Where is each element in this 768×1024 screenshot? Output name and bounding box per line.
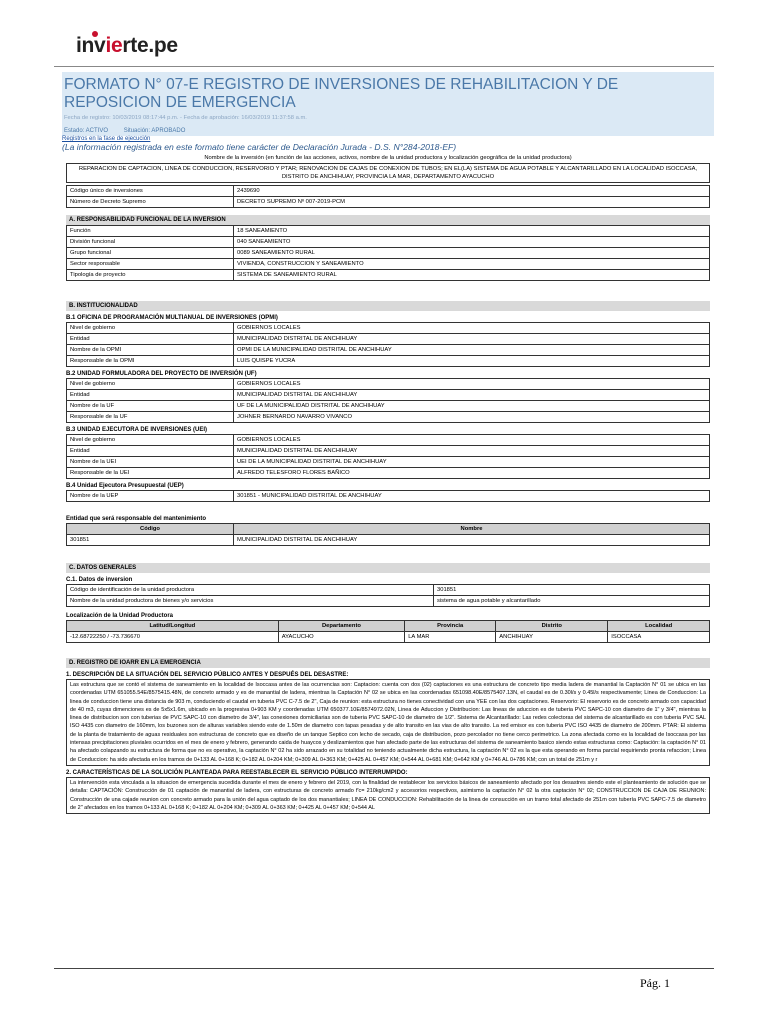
cell-value: GOBIERNOS LOCALES: [234, 435, 710, 446]
cell-label: Sector responsable: [67, 259, 234, 270]
form-page: [62, 72, 714, 814]
d2-paragraph: La intervención esta vinculada a la situacion de emergencia sucedida durante el mes de enero y febrero del 2019, con la finalidad de restablecer los servicios básicos de saneamiento afectado por los desastres siendo este el planteamiento de solución que se detalla: CAPTACIÓN: Construcción de 01 captación de manantial de ladera, con estructuras de concreto armado f'c= 210kg/cm2 y accesorios respectivos, asimismo la captación N° 02 la otra captación N° 02; CONSTRUCCION DE CAJA DE REUNION: Construcción de una cajade reunion con concreto armado para la unión del agua captado de los dos manantiales; LINEA DE CONDUCCION: Rehabilitación de la linea de consucción en un tramo total afectado de 251m con tubería PVC SAPC-7.5 de diametro de 2" afectados en los tramos 0+133 AL 0+168 K; 0+182 AL 0+204 KM; 0+309 AL 0+363 KM; 0+425 AL 0+457 KM; 0+544 AL: [66, 777, 710, 814]
cell-value: DECRETO SUPREMO Nº 007-2019-PCM: [234, 197, 710, 208]
cell-value: 301851: [67, 535, 234, 546]
cell-value: VIVIENDA, CONSTRUCCION Y SANEAMIENTO: [234, 259, 710, 270]
table-row: [67, 248, 710, 259]
cell-label: Nivel de gobierno: [67, 323, 234, 334]
cell-value: 301851 - MUNICIPALIDAD DISTRITAL DE ANCHIHUAY: [234, 491, 710, 502]
footer-rule: [54, 968, 714, 969]
table-row: [67, 226, 710, 237]
cell-label: Nivel de gobierno: [67, 435, 234, 446]
header-cell: Provincia: [405, 621, 496, 632]
table-row: [67, 457, 710, 468]
mantenimiento-table: [66, 523, 710, 546]
b2-table: [66, 378, 710, 423]
cell-value: MUNICIPALIDAD DISTRITAL DE ANCHIHUAY: [234, 390, 710, 401]
b3-table: [66, 434, 710, 479]
table-row: [67, 345, 710, 356]
cell-value: MUNICIPALIDAD DISTRITAL DE ANCHIHUAY: [234, 446, 710, 457]
cell-label: Nombre de la UF: [67, 401, 234, 412]
ids-table: [66, 185, 710, 208]
cell-value: 18 SANEAMIENTO: [234, 226, 710, 237]
header-cell: Código: [67, 524, 234, 535]
b1-table: [66, 322, 710, 367]
table-header-row: [67, 621, 710, 632]
table-row: [67, 435, 710, 446]
cell-value: AYACUCHO: [278, 632, 405, 643]
cell-label: Función: [67, 226, 234, 237]
cell-value: JOHNER BERNARDO NAVARRO VIVANCO: [234, 412, 710, 423]
table-header-row: [67, 524, 710, 535]
table-row: [67, 390, 710, 401]
table-row: [67, 401, 710, 412]
table-row: [67, 270, 710, 281]
b1-title: B.1 OFICINA DE PROGRAMACIÓN MULTIANUAL DE INVERSIONES (OPMI): [66, 315, 278, 321]
cell-value: MUNICIPALIDAD DISTRITAL DE ANCHIHUAY: [234, 535, 710, 546]
cell-label: Entidad: [67, 446, 234, 457]
table-row: [67, 468, 710, 479]
registros-link[interactable]: Registros en la fase de ejecución: [62, 136, 151, 142]
cell-label: Grupo funcional: [67, 248, 234, 259]
cell-value: UEI DE LA MUNICIPALIDAD DISTRITAL DE ANCHIHUAY: [234, 457, 710, 468]
table-row: [67, 356, 710, 367]
cell-value: sistema de agua potable y alcantarillado: [434, 596, 710, 607]
cell-value: UF DE LA MUNICIPALIDAD DISTRITAL DE ANCHIHUAY: [234, 401, 710, 412]
localizacion-table: [66, 620, 710, 643]
section-d-title: D. REGISTRO DE IOARR EN LA EMERGENCIA: [66, 658, 710, 668]
cell-value: ANCHIHUAY: [496, 632, 608, 643]
cell-value: MUNICIPALIDAD DISTRITAL DE ANCHIHUAY: [234, 334, 710, 345]
cell-value: 0089 SANEAMIENTO RURAL: [234, 248, 710, 259]
cell-value: GOBIERNOS LOCALES: [234, 379, 710, 390]
b4-title: B.4 Unidad Ejecutora Presupuestal (UEP): [66, 483, 184, 489]
situacion-label: Situación: APROBADO: [123, 128, 186, 134]
section-a-table: [66, 225, 710, 281]
cell-label: Nombre de la unidad productora de bienes y/o servicios: [67, 596, 434, 607]
b4-table: [66, 490, 710, 502]
b2-title: B.2 UNIDAD FORMULADORA DEL PROYECTO DE INVERSIÓN (UF): [66, 371, 257, 377]
header-cell: Distrito: [496, 621, 608, 632]
cell-value: GOBIERNOS LOCALES: [234, 323, 710, 334]
cell-value: SISTEMA DE SANEAMIENTO RURAL: [234, 270, 710, 281]
header-cell: Latitud/Longitud: [67, 621, 279, 632]
cell-value: -12.68722250 / -73.736670: [67, 632, 279, 643]
nombre-value: REPARACION DE CAPTACION, LINEA DE CONDUCCION, RESERVORIO Y PTAR; RENOVACION DE CAJAS DE CONEXION DE TUBOS; EN EL(LA) SISTEMA DE AGUA POTABLE Y ALCANTARILLADO EN LA LOCALIDAD ISOCCASA, DISTRITO DE ANCHIHUAY, PROVINCIA LA MAR, DEPARTAMENTO AYACUCHO: [66, 163, 710, 183]
table-row: [67, 259, 710, 270]
cell-label: Entidad: [67, 390, 234, 401]
header-cell: Nombre: [234, 524, 710, 535]
table-row: [67, 491, 710, 502]
cell-value: 040 SANEAMIENTO: [234, 237, 710, 248]
cell-label: División funcional: [67, 237, 234, 248]
table-row: [67, 334, 710, 345]
header-cell: Departamento: [278, 621, 405, 632]
c1-title: C.1. Datos de inversion: [66, 577, 133, 583]
cell-label: Nombre de la OPMI: [67, 345, 234, 356]
table-row: [67, 412, 710, 423]
table-row: [67, 186, 710, 197]
section-c-title: C. DATOS GENERALES: [66, 563, 710, 573]
cell-label: Código de identificación de la unidad productora: [67, 585, 434, 596]
table-row: [67, 379, 710, 390]
c1-table: [66, 584, 710, 607]
cell-label: Número de Decreto Supremo: [67, 197, 234, 208]
table-row: [67, 585, 710, 596]
table-row: [67, 446, 710, 457]
table-row: [67, 323, 710, 334]
d1-paragraph: Las estructura que se contó el sistema de saneamiento en la localidad de Isoccasa antes de las ocurrencias son: Captacion: cuenta con dos (02) captaciones es una estructura de concreto tipo media ladera de manantial la Captación N° 01 se ubica en las coordenadas UTM 651055.54E/8575415.48N, de concreto armado y es de manantial de ladera, mientras la Captación N° 02 se ubica en las coordenadas 651098.40E/8575407.13N, el caudal es de 0.30l/s y 0.45l/s respectivamente; Linea de Conduccion: La linea de conduccion tiene una distancia de 903 m, conduciendo el caudal en tuberia PVC C-7.5 de 2", Caja de reunion: esta estructura no tienes conectividad con una YEE con las dos captaciones. Reservorio: El reservorio es de concreto armado con capacidad de 40 m3, cuyas dimenciones es de 5x5x1.6m, ubicado en la progresiva 0+903 KM y coordenadas UTM 650377.10E/8574972.02N, Linea de Aduccion y Distribucion: Las lineas de aduccion es de tuberia PVC SAPC-10 con diametro de 1" y 3/4", mientras la linea de distribucion son con tuberias de PVC SAPC-10 con diametro de 3/4", las conexiones domiciliarias son de tuberia PVC SAPC-10 de diametro de 1/2". Sistema de Alcantarillado: Las redes colectoras del sistema de alcantarillado es con tuberia PVC SAL ISO 4435 con diametro de 160mm, los buzones son de alturas variables siendo este de 1.50m de diametro con tapas pesadas y de alto transito en las vias de alto transito. La red emisor es con tuberia PVC ISO 4435 de diametro de 200mm. PTAR: El sistema de la planta de tratamiento de aguas residuales son estructuras de concreto que es diseño de un tanque Septico con lecho de secado, caja de distribucion, pozo percolador no tiene cerco perimetrico. La zona afectada como es la localidad de Isoccasa por las intensas precipitaciones pluviales ocurridos en el mes de enero y febrero, generando caida de huaycos y deslizamientos que han afectado parte de las estructuras del sistema de saneamiento basico siendo estas estructuras como: Captación: la captación N° 01 ha afectado colapzando su estructura de forma que no es operativo, la captación N° 02 ha sido arrazado en su totalidad no teniendo actualmente dicha estructura, la captación N° 02 es la que esta operando en forma parcial requiriendo pronta refaccion; Linea de Conduccion: ha sido afectada en los tramos de 0+133 AL 0+168 K; 0+182 AL 0+204 KM; 0+309 AL 0+363 KM; 0+425 AL 0+457 KM; 0+544 AL 0+681 KM; 0+642 KM y 0+746 AL 0+786 KM; con un total de 251m y r: [66, 679, 710, 766]
declaration-note: (La información registrada en este formato tiene carácter de Declaración Jurada - D.S. N°284-2018-EF): [62, 142, 457, 152]
cell-value: ALFREDO TELESFORO FLORES BAÑICO: [234, 468, 710, 479]
mantenimiento-title: Entidad que será responsable del mantenimiento: [66, 516, 207, 522]
table-row: [67, 535, 710, 546]
cell-value: LUIS QUISPE YUCRA: [234, 356, 710, 367]
top-rule: [54, 66, 714, 67]
cell-label: Responsable de la UEI: [67, 468, 234, 479]
cell-label: Nivel de gobierno: [67, 379, 234, 390]
nombre-caption: Nombre de la inversión (en función de las acciones, activos, nombre de la unidad productora y localización geográfica de la unidad productora): [204, 155, 572, 161]
cell-value: 301851: [434, 585, 710, 596]
estado-label: Estado: ACTIVO: [64, 128, 109, 134]
table-row: [67, 596, 710, 607]
form-title: FORMATO N° 07-E REGISTRO DE INVERSIONES DE REHABILITACION Y DE REPOSICION DE EMERGENCIA: [64, 76, 619, 111]
page-number: Pág. 1: [640, 976, 670, 990]
table-row: [67, 237, 710, 248]
cell-value: LA MAR: [405, 632, 496, 643]
form-header: [62, 72, 714, 136]
form-status: [64, 128, 712, 134]
cell-label: Tipología de proyecto: [67, 270, 234, 281]
table-row: [67, 632, 710, 643]
d1-title: 1. DESCRIPCIÓN DE LA SITUACIÓN DEL SERVICIO PÚBLICO ANTES Y DESPUÉS DEL DESASTRE:: [66, 672, 349, 678]
cell-label: Responsable de la UF: [67, 412, 234, 423]
cell-value: ISOCCASA: [608, 632, 710, 643]
cell-label: Responsable de la OPMI: [67, 356, 234, 367]
cell-label: Nombre de la UEI: [67, 457, 234, 468]
header-cell: Localidad: [608, 621, 710, 632]
invierte-logo: invierte.pe: [76, 34, 178, 57]
cell-label: Entidad: [67, 334, 234, 345]
cell-value: OPMI DE LA MUNICIPALIDAD DISTRITAL DE ANCHIHUAY: [234, 345, 710, 356]
b3-title: B.3 UNIDAD EJECUTORA DE INVERSIONES (UEI): [66, 427, 208, 433]
table-row: [67, 197, 710, 208]
localizacion-title: Localización de la Unidad Productora: [66, 613, 174, 619]
form-dates: Fecha de registro: 10/03/2019 08:17:44 p.m. - Fecha de aprobación: 16/03/2019 11:37:58 a.m.: [64, 115, 307, 121]
section-a-title: A. RESPONSABILIDAD FUNCIONAL DE LA INVERSION: [66, 215, 710, 225]
cell-label: Nombre de la UEP: [67, 491, 234, 502]
d2-title: 2. CARACTERÍSTICAS DE LA SOLUCIÓN PLANTEADA PARA REESTABLECER EL SERVICIO PÚBLICO INTERRUMPIDO:: [66, 769, 408, 776]
cell-value: 2439690: [234, 186, 710, 197]
cell-label: Código único de inversiones: [67, 186, 234, 197]
section-b-title: B. INSTITUCIONALIDAD: [66, 301, 710, 311]
